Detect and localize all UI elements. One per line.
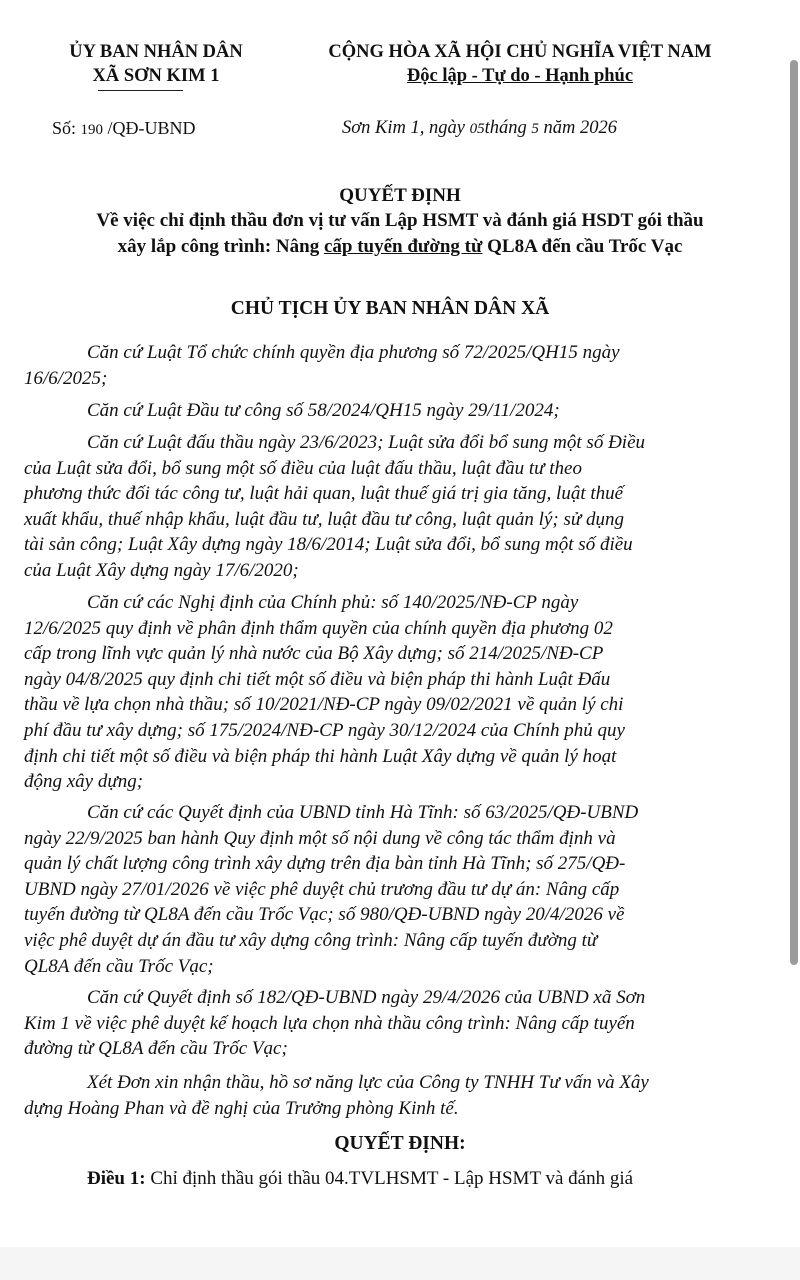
article-1-label: Điều 1: — [87, 1168, 146, 1189]
legal-basis-paragraph-2: Căn cứ Luật Đầu tư công số 58/2024/QH15 ngày 29/11/2024; — [87, 400, 560, 421]
national-motto: Độc lập - Tự do - Hạnh phúc — [406, 66, 634, 86]
article-1-text: Chỉ định thầu gói thầu 04.TVLHSMT - Lập HSMT và đánh giá — [145, 1168, 634, 1189]
vertical-scrollbar[interactable] — [790, 60, 798, 965]
legal-basis-paragraph-5: Căn cứ các Quyết định của UBND tỉnh Hà Tĩnh: số 63/2025/QĐ-UBND ngày 22/9/2025 ban hành Quy định một số nội dung về công tác thẩm định và quản lý chất lượng công trình xây dựng trên địa bàn tỉnh Hà Tĩnh; số 275/QĐ- UBND ngày 27/01/2026 về việc phê duyệt chủ trương đầu tư dự án: Nâng cấp tuyến đường từ QL8A đến cầu Trốc Vạc; số 980/QĐ-UBND ngày 20/4/2026 về việc phê duyệt dự án đầu tư xây dựng công trình: Nâng cấp tuyến đường từ QL8A đến cầu Trốc Vạc; — [24, 802, 639, 977]
agency-name: ỦY BAN NHÂN DÂN — [69, 42, 243, 62]
article-1 — [87, 1168, 633, 1190]
bottom-bar — [0, 1247, 800, 1280]
national-title: CỘNG HÒA XÃ HỘI CHỦ NGHĨA VIỆT NAM — [328, 42, 712, 62]
consideration-paragraph: Xét Đơn xin nhận thầu, hồ sơ năng lực của Công ty TNHH Tư vấn và Xây dựng Hoàng Phan và đề nghị của Trưởng phòng Kinh tế. — [24, 1072, 649, 1119]
document-number: Số: 190 /QĐ-UBND — [52, 118, 196, 138]
document-title: QUYẾT ĐỊNH — [339, 185, 461, 206]
decision-heading: QUYẾT ĐỊNH: — [334, 1133, 466, 1154]
legal-basis-paragraph-1: Căn cứ Luật Tổ chức chính quyền địa phương số 72/2025/QH15 ngày 16/6/2025; — [24, 342, 620, 389]
place-date: Sơn Kim 1, ngày 05tháng 5 năm 2026 — [342, 118, 617, 138]
legal-basis-paragraph-6: Căn cứ Quyết định số 182/QĐ-UBND ngày 29/4/2026 của UBND xã Sơn Kim 1 về việc phê duyệt kế hoạch lựa chọn nhà thầu công trình: Nâng cấp tuyến đường từ QL8A đến cầu Trốc Vạc; — [24, 987, 646, 1060]
legal-basis-paragraph-4: Căn cứ các Nghị định của Chính phủ: số 140/2025/NĐ-CP ngày 12/6/2025 quy định về phân định thẩm quyền của chính quyền địa phương 02 cấp trong lĩnh vực quản lý nhà nước của Bộ Xây dựng; số 214/2025/NĐ-CP ngày 04/8/2025 quy định chi tiết một số điều và biện pháp thi hành Luật Đấu thầu về lựa chọn nhà thầu; số 10/2021/NĐ-CP ngày 09/02/2021 về quản lý chi phí đầu tư xây dựng; số 175/2024/NĐ-CP ngày 30/12/2024 của Chính phủ quy định chi tiết một số điều và biện pháp thi hành Luật Xây dựng về quản lý hoạt động xây dựng; — [24, 592, 625, 793]
commune-name: XÃ SƠN KIM 1 — [92, 66, 220, 86]
subject-line-1: Về việc chỉ định thầu đơn vị tư vấn Lập HSMT và đánh giá HSDT gói thầu — [96, 210, 704, 231]
subject-line-2: xây lắp công trình: Nâng cấp tuyến đường từ QL8A đến cầu Trốc Vạc — [117, 236, 683, 257]
left-header-underline — [98, 90, 183, 91]
legal-basis-paragraph-3: Căn cứ Luật đấu thầu ngày 23/6/2023; Luật sửa đổi bổ sung một số Điều của Luật sửa đổi, bổ sung một số điều của luật đấu thầu, luật đầu tư theo phương thức đối tác công tư, luật hải quan, luật thuế giá trị gia tăng, luật thuế xuất khẩu, thuế nhập khẩu, luật đầu tư, luật đầu tư công, luật quản lý; sử dụng tài sản công; Luật Xây dựng ngày 18/6/2014; Luật sửa đổi, bổ sung một số điều của Luật Xây dựng ngày 17/6/2020; — [24, 432, 646, 581]
authority-heading: CHỦ TỊCH ỦY BAN NHÂN DÂN XÃ — [230, 298, 550, 319]
